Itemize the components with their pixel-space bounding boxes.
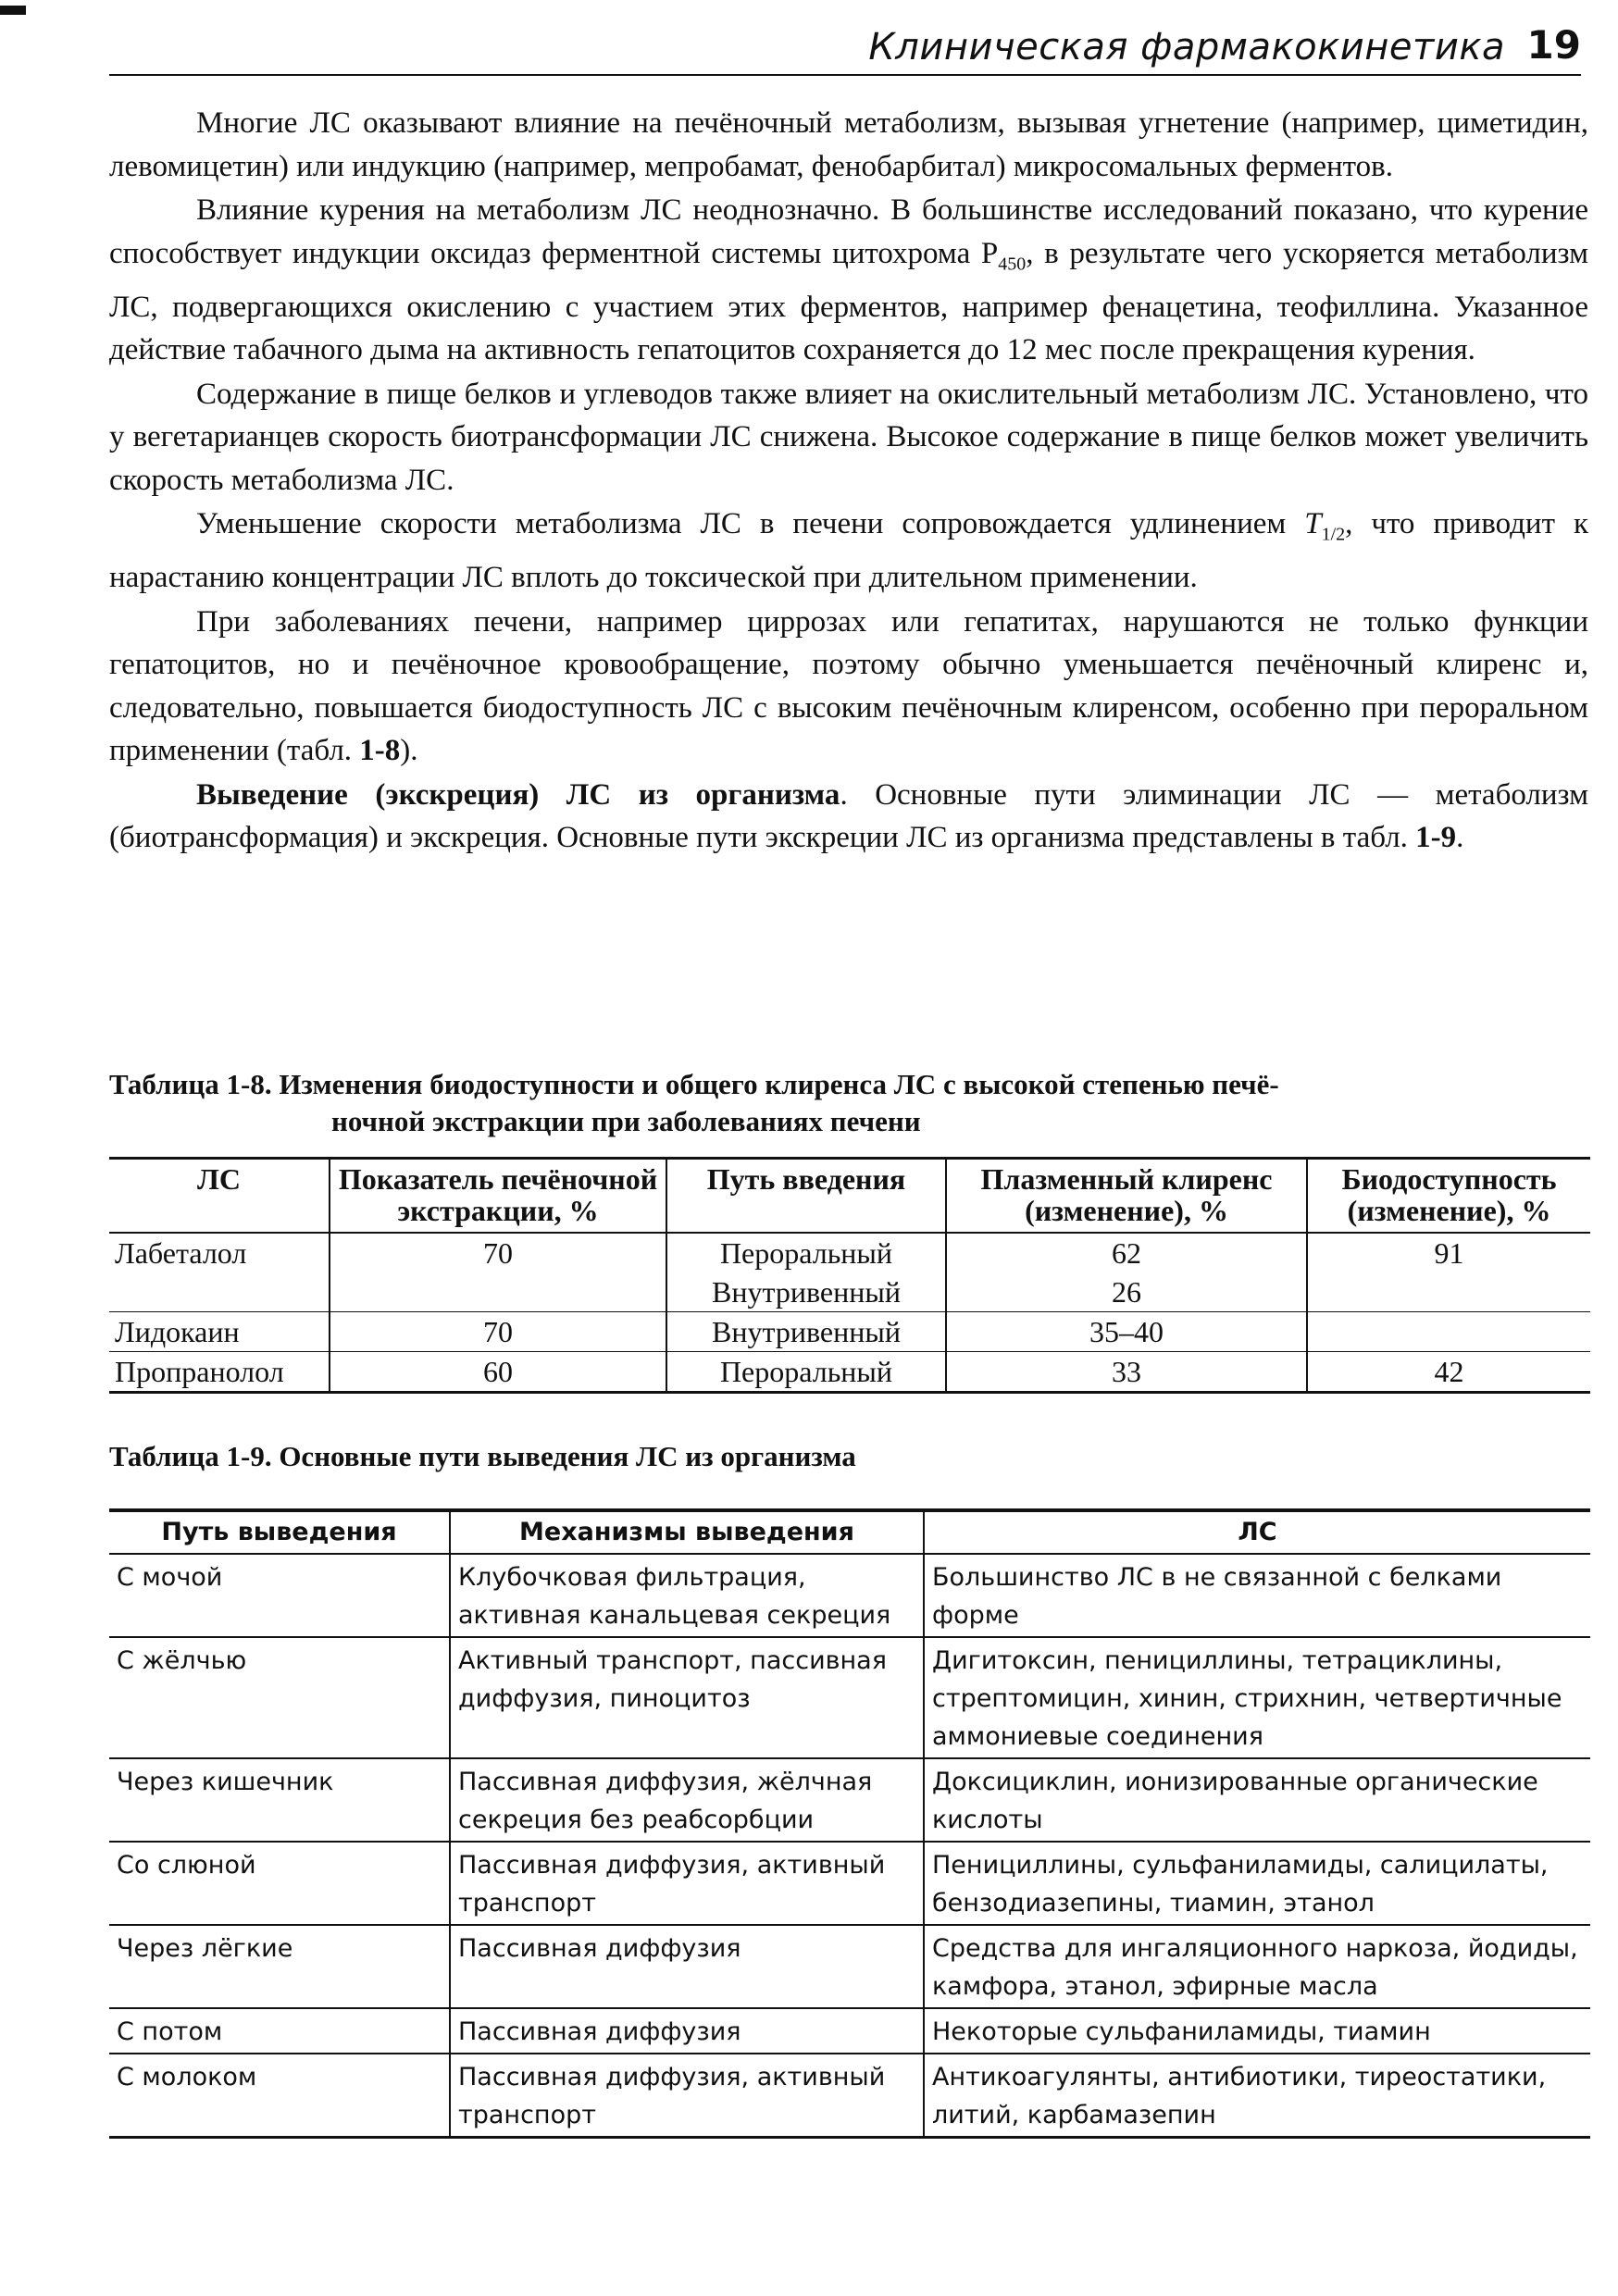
column-header: Механизмы выведения bbox=[450, 1510, 924, 1554]
column-header: Путь выведения bbox=[109, 1510, 450, 1554]
table-cell: Внутривенный bbox=[666, 1312, 946, 1352]
table-cell bbox=[330, 1272, 666, 1312]
table-header-row bbox=[109, 1510, 1590, 1554]
paragraph-5 bbox=[109, 601, 1588, 773]
table-cell: С мочой bbox=[109, 1554, 450, 1637]
paragraph-3-text: Содержание в пище белков и углеводов также влияет на окислительный метаболизм ЛС. Установлено, что у вегетарианцев скорость биотрансформации ЛС снижена. Высокое содержание в пище белков может увеличить скорость метаболизма ЛС. bbox=[109, 377, 1588, 497]
table-cell: Активный транспорт, пассивная диффузия, пиноцитоз bbox=[450, 1637, 924, 1758]
table-cell: 33 bbox=[946, 1352, 1307, 1393]
half-life-subscript: 1/2 bbox=[1321, 524, 1346, 545]
table-cell: 62 bbox=[946, 1233, 1307, 1272]
table-cell: 42 bbox=[1307, 1352, 1590, 1393]
cytochrome-subscript: 450 bbox=[998, 254, 1027, 275]
body-text bbox=[109, 102, 1588, 861]
table-row bbox=[109, 1842, 1590, 1925]
table-cell: 91 bbox=[1307, 1233, 1590, 1272]
paragraph-6-text-a: . Основные пути элиминации ЛС — метаболизм (биотрансформация) и экскреция. Основные пути экскреции ЛС из организма представлены в табл. bbox=[109, 777, 1589, 855]
paragraph-4 bbox=[109, 503, 1588, 600]
paragraph-2-text-b: , в результате чего ускоряется метаболизм ЛС, подвергающихся окислению с участием этих ферментов, например фенацетина, теофиллина. Указанное действие табачного дыма на активность гепатоцитов сохраняется до 12 мес после прекращения курения. bbox=[109, 236, 1588, 367]
column-header: ЛС bbox=[109, 1159, 330, 1234]
table-cell: 26 bbox=[946, 1272, 1307, 1312]
table-cell: С жёлчью bbox=[109, 1637, 450, 1758]
table-row bbox=[109, 1637, 1590, 1758]
table-row bbox=[109, 1758, 1590, 1842]
column-header: Путь введения bbox=[666, 1159, 946, 1234]
paragraph-3 bbox=[109, 373, 1588, 503]
paragraph-6 bbox=[109, 774, 1588, 860]
table-cell bbox=[1307, 1272, 1590, 1312]
paragraph-2 bbox=[109, 189, 1588, 372]
table-cell: Большинство ЛС в не связанной с белками форме bbox=[924, 1554, 1590, 1637]
table-ref-1-8: 1-8 bbox=[359, 734, 401, 768]
table-cell: С потом bbox=[109, 2008, 450, 2054]
table-ref-1-9: 1-9 bbox=[1415, 821, 1457, 855]
column-header: ЛС bbox=[924, 1510, 1590, 1554]
table-cell: Дигитоксин, пенициллины, тетрациклины, стрептомицин, хинин, стрихнин, четвертичные аммониевые соединения bbox=[924, 1637, 1590, 1758]
table-cell: 70 bbox=[330, 1312, 666, 1352]
table-cell: Пенициллины, сульфаниламиды, салицилаты, бензодиазепины, тиамин, этанол bbox=[924, 1842, 1590, 1925]
table-cell: Пропранолол bbox=[115, 1355, 284, 1388]
table-cell: 70 bbox=[330, 1233, 666, 1272]
table-cell: Средства для ингаляционного наркоза, йодиды, камфора, этанол, эфирные масла bbox=[924, 1925, 1590, 2008]
page-number: 19 bbox=[1526, 22, 1581, 68]
half-life-symbol: T bbox=[1304, 507, 1322, 541]
table-1-9 bbox=[109, 1508, 1590, 2139]
table-cell: Пассивная диффузия, активный транспорт bbox=[450, 2054, 924, 2138]
table-1-8-caption-line-2: ночной экстракции при заболеваниях печени bbox=[331, 1105, 921, 1137]
table-row bbox=[109, 2054, 1590, 2138]
column-header: Биодоступность (изменение), % bbox=[1307, 1159, 1590, 1234]
table-cell: Пассивная диффузия bbox=[450, 1925, 924, 2008]
table-row bbox=[109, 2008, 1590, 2054]
paragraph-2-text-a: Влияние курения на метаболизм ЛС неоднозначно. В большинстве исследований показано, что курение способствует индукции оксидаз ферментной системы цитохрома P bbox=[109, 193, 1588, 270]
table-cell: Пероральный bbox=[666, 1233, 946, 1272]
table-cell: Пассивная диффузия, активный транспорт bbox=[450, 1842, 924, 1925]
paragraph-4-text-b: , что приводит к нарастанию концентрации ЛС вплоть до токсической при длительном применении. bbox=[109, 507, 1588, 595]
paragraph-1-text: Многие ЛС оказывают влияние на печёночный метаболизм, вызывая угнетение (например, циметидин, левомицетин) или индукцию (например, мепробамат, фенобарбитал) микросомальных ферментов. bbox=[109, 106, 1588, 183]
table-row bbox=[109, 1352, 1590, 1393]
table-cell bbox=[1307, 1312, 1590, 1352]
table-cell: Внутривенный bbox=[666, 1272, 946, 1312]
table-1-9-caption: Таблица 1-9. Основные пути выведения ЛС из организма bbox=[109, 1440, 856, 1472]
table-cell: Некоторые сульфаниламиды, тиамин bbox=[924, 2008, 1590, 2054]
table-cell bbox=[109, 1272, 330, 1312]
table-1-8-caption-line-1: Таблица 1-8. Изменения биодоступности и общего клиренса ЛС с высокой степенью печё- bbox=[109, 1068, 1279, 1100]
table-cell: Лабеталол bbox=[115, 1236, 247, 1270]
scan-mark bbox=[0, 6, 26, 15]
running-header bbox=[109, 19, 1581, 76]
table-cell: 60 bbox=[330, 1352, 666, 1393]
table-header-row bbox=[109, 1159, 1590, 1234]
table-row bbox=[109, 1312, 1590, 1352]
table-1-8 bbox=[109, 1157, 1590, 1394]
table-cell: Пероральный bbox=[666, 1352, 946, 1393]
table-row bbox=[109, 1925, 1590, 2008]
table-cell: Доксициклин, ионизированные органические кислоты bbox=[924, 1758, 1590, 1842]
paragraph-4-text-a: Уменьшение скорости метаболизма ЛС в печени сопровождается удлинением bbox=[196, 507, 1305, 541]
table-row bbox=[109, 1233, 1590, 1272]
table-cell: Через кишечник bbox=[109, 1758, 450, 1842]
paragraph-6-text-b: . bbox=[1456, 821, 1464, 855]
table-cell: С молоком bbox=[117, 2063, 257, 2091]
table-cell: Клубочковая фильтрация, активная канальцевая секреция bbox=[450, 1554, 924, 1637]
section-heading-excretion: Выведение (экскреция) ЛС из организма bbox=[196, 777, 840, 812]
table-1-8-caption bbox=[109, 1066, 1590, 1140]
table-cell: Пассивная диффузия bbox=[450, 2008, 924, 2054]
table-cell: Пассивная диффузия, жёлчная секреция без реабсорбции bbox=[450, 1758, 924, 1842]
table-row bbox=[109, 1554, 1590, 1637]
running-header-title: Клиническая фармакокинетика bbox=[868, 26, 1505, 68]
paragraph-5-text-b: ). bbox=[400, 734, 418, 768]
table-cell: Лидокаин bbox=[109, 1312, 330, 1352]
table-cell: 35–40 bbox=[946, 1312, 1307, 1352]
table-row bbox=[109, 1272, 1590, 1312]
paragraph-5-text-a: При заболеваниях печени, например циррозах или гепатитах, нарушаются не только функции гепатоцитов, но и печёночное кровообращение, поэтому обычно уменьшается печёночный клиренс и, следовательно, повышается биодоступность ЛС с высоким печёночным клиренсом, особенно при пероральном применении (табл. bbox=[109, 604, 1588, 768]
table-cell: Антикоагулянты, антибиотики, тиреостатики, литий, карбамазепин bbox=[924, 2054, 1590, 2138]
table-cell: Со слюной bbox=[109, 1842, 450, 1925]
column-header: Показатель печёночной экстракции, % bbox=[330, 1159, 666, 1234]
paragraph-1 bbox=[109, 102, 1588, 188]
table-cell: Через лёгкие bbox=[109, 1925, 450, 2008]
column-header: Плазменный клиренс (изменение), % bbox=[946, 1159, 1307, 1234]
